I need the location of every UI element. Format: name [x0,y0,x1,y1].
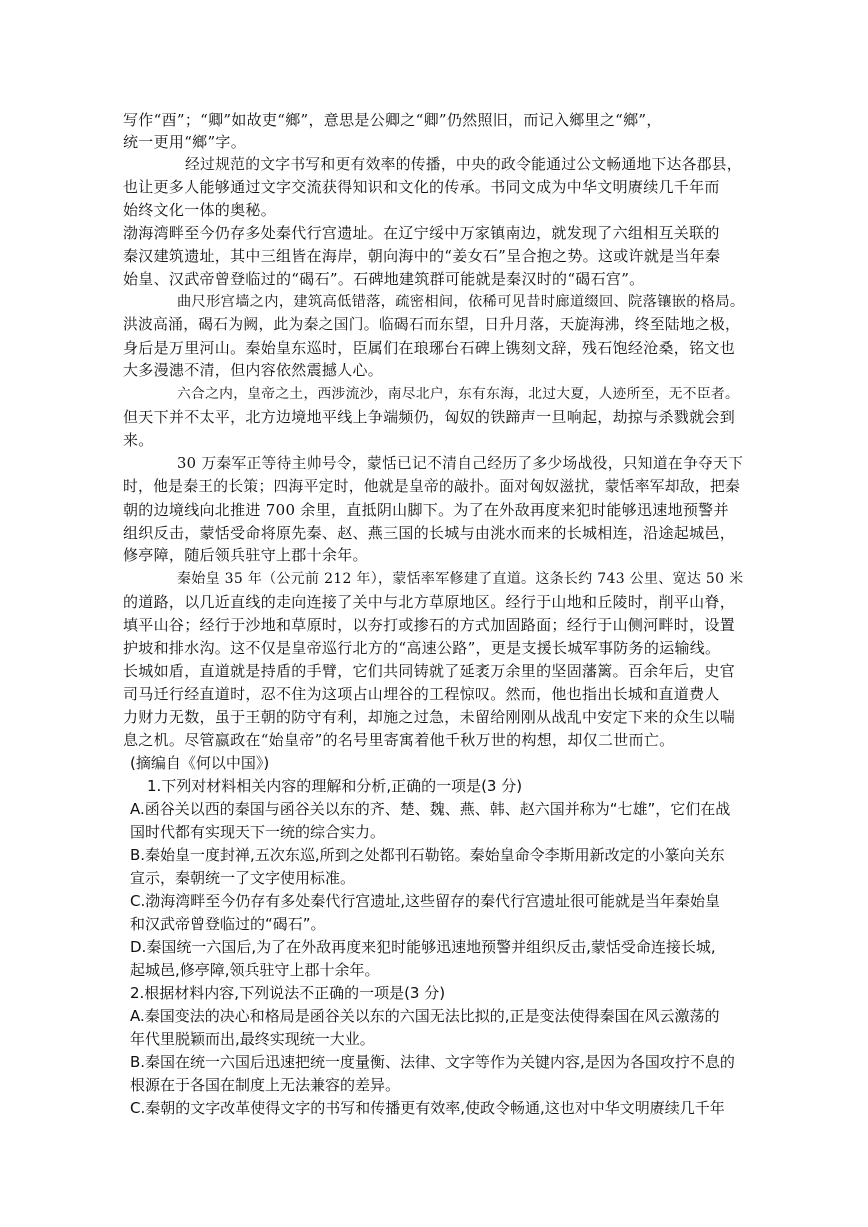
question-1-option-d: D.秦国统一六国后,为了在外敌再度来犯时能够迅速地预警并组织反击,蒙恬受命连接长城, [130,938,716,956]
text-line: 力财力无数，虽于王朝的防守有利，却施之过急，未留给刚刚从战乱中安定下来的众生以喘 [123,708,736,726]
text-line: 的道路，以几近直线的走向连接了关中与北方草原地区。经行于山地和丘陵时，削平山脊， [123,593,736,611]
text-line: 洪波高涌，碣石为阙，此为秦之国门。临碣石而东望，日升月落，天旋海沸，终至陆地之极， [123,316,741,333]
text-line: 六合之内，皇帝之土，西涉流沙，南尽北户，东有东海，北过大夏，人迹所至，无不臣者。 [177,386,740,402]
text-line: 曲尺形宫墙之内，建筑高低错落，疏密相间，依稀可见昔时廊道缀回、院落镶嵌的格局。 [177,294,745,310]
question-1-option-a-cont: 国时代都有实现天下一统的综合实力。 [130,823,386,841]
text-line: 身后是万里河山。秦始皇东巡时，臣属们在琅琊台石碑上镌刻文辞，残石饱经沧桑，铭文也 [123,339,736,357]
source-citation: (摘编自《何以中国》) [130,754,270,772]
question-1-option-b-cont: 宣示，秦朝统一了文字使用标准。 [130,869,356,887]
text-line: 息之机。尽管嬴政在“始皇帝”的名号里寄寓着他千秋万世的构想，却仅二世而亡。 [123,731,675,749]
text-line: 始皇、汉武帝曾登临过的“碣石”。石碑地建筑群可能就是秦汉时的“碣石宫”。 [123,270,645,288]
question-2-option-b: B.秦国在统一六国后迅速把统一度量衡、法律、文字等作为关键内容,是因为各国攻拧不息的 [130,1053,735,1071]
text-line: 朝的边境线向北推进 700 余里，直抵阴山脚下。为了在外敌再度来犯时能够迅速地预警并 [123,501,729,519]
text-line: 时，他是秦王的长策；四海平定时，他就是皇帝的敲扑。面对匈奴滋扰，蒙恬率军却敌，把秦 [123,478,741,495]
text-line: 也让更多人能够通过文字交流获得知识和文化的传承。书同文成为中华文明赓续几千年而 [123,178,720,196]
text-line: 秦汉建筑遗址，其中三组皆在海岸，朝向海中的“姜女石”呈合抱之势。这或许就是当年秦 [123,247,721,265]
text-line: 大多漫漶不清，但内容依然震撼人心。 [123,361,384,379]
text-line: 30 万秦军正等待主帅号令，蒙恬已记不清自己经历了多少场战役，只知道在争夺天下 [177,455,744,472]
question-2-option-a: A.秦国变法的决心和格局是函谷关以东的六国无法比拟的,正是变法使得秦国在风云激荡的 [130,1007,720,1025]
question-1-stem: 1.下列对材料相关内容的理解和分析,正确的一项是(3 分) [147,777,523,795]
text-line: 统一更用“鄉”字。 [123,133,247,151]
question-1-option-d-cont: 起城邑,修亭障,领兵驻守上郡十余年。 [130,961,380,979]
text-line: 修亭障，随后领兵驻守上郡十余年。 [123,546,368,564]
text-line: 经过规范的文字书写和更有效率的传播，中央的政令能通过公文畅通地下达各郡县， [185,156,742,173]
question-2-option-b-cont: 根源在于各国在制度上无法兼容的差异。 [130,1076,401,1094]
text-line: 写作“酉”；“卿”如故吏“鄉”，意思是公卿之“卿”仍然照旧，而记入鄉里之“鄉”， [123,111,662,129]
question-2-option-a-cont: 年代里脱颖而出,最终实现统一大业。 [130,1030,375,1048]
text-line: 但天下并不太平，北方边境地平线上争端频仍，匈奴的铁蹄声一旦响起，劫掠与杀戮就会到 [123,408,736,426]
text-line: 来。 [123,431,154,449]
text-line: 组织反击，蒙恬受命将原先秦、赵、燕三国的长城与由洮水而来的长城相连，沿途起城邑， [123,524,736,542]
question-1-option-b: B.秦始皇一度封禅,五次东巡,所到之处都刊石勒铭。秦始皇命令李斯用新改定的小篆向关东 [130,846,725,864]
question-2-stem: 2.根据材料内容,下列说法不正确的一项是(3 分) [130,984,446,1002]
text-line: 始终文化一体的奥秘。 [123,201,277,219]
text-line: 护坡和排水沟。这不仅是皇帝巡行北方的“高速公路”，更是支援长城军事防务的运输线。 [123,639,721,657]
question-1-option-c-cont: 和汉武帝曾登临过的“碣石”。 [130,915,326,933]
question-1-option-c: C.渤海湾畔至今仍存有多处秦代行宫遗址,这些留存的秦代行宫遗址很可能就是当年秦始皇 [130,892,721,910]
text-line: 司马迁行经直道时，忍不住为这项占山埋谷的工程惊叹。然而，他也指出长城和直道费人 [123,685,720,703]
question-1-option-a: A.函谷关以西的秦国与函谷关以东的齐、楚、魏、燕、韩、赵六国并称为“七雄”，它们在战 [130,800,731,818]
question-2-option-c: C.秦朝的文字改革使得文字的书写和传播更有效率,使政令畅通,这也对中华文明赓续几千年 [130,1099,725,1117]
text-line: 长城如盾，直道就是持盾的手臂，它们共同铸就了延袤万余里的坚固藩篱。百余年后，史官 [123,662,736,680]
text-line: 填平山谷；经行于沙地和草原时，以夯打或掺石的方式加固路面；经行于山侧河畔时，设置 [123,616,736,634]
text-line: 渤海湾畔至今仍存多处秦代行宫遗址。在辽宁绥中万家镇南边，就发现了六组相互关联的 [123,224,720,242]
text-line: 秦始皇 35 年（公元前 212 年），蒙恬率军修建了直道。这条长约 743 公里、宽达 50 米 [177,571,744,587]
